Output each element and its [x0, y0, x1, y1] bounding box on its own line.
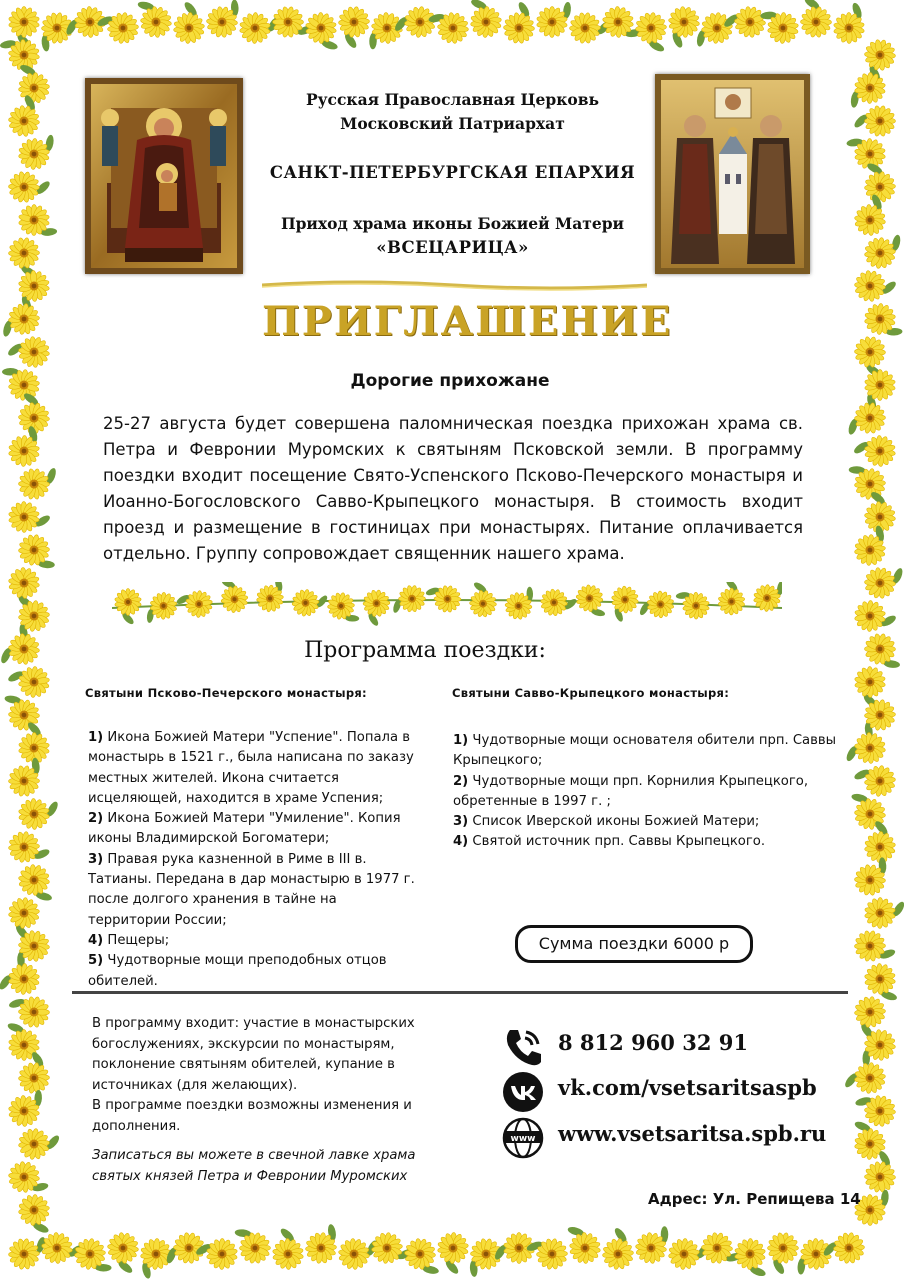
flower-icon — [436, 1232, 470, 1277]
left-column-list — [88, 728, 418, 992]
flower-icon — [172, 0, 207, 45]
trip-price-box: Сумма поездки 6000 р — [515, 925, 753, 963]
flower-icon — [748, 582, 782, 617]
flower-icon — [718, 582, 746, 615]
parish-line: Приход храма иконы Божией Матери — [280, 214, 625, 233]
gold-divider — [262, 278, 647, 292]
flower-icon — [851, 597, 901, 639]
flower-icon — [461, 0, 506, 42]
contact-phone[interactable] — [500, 1026, 860, 1066]
icon-saints-peter-and-fevronia — [655, 74, 810, 274]
address: Адрес: Ул. Репищева 14 — [648, 1190, 861, 1208]
parish-name: «ВСЕЦАРИЦА» — [376, 238, 529, 257]
flower-icon — [13, 458, 65, 505]
flower-icon — [729, 1233, 775, 1280]
flower-icon — [106, 1231, 142, 1278]
flower-icon — [539, 587, 579, 618]
flower-icon — [8, 171, 52, 204]
flower-icon — [385, 582, 430, 621]
right-column-title: Святыни Савво-Крыпецкого монастыря: — [452, 686, 730, 700]
flower-icon — [600, 1225, 637, 1272]
signup-text: Записаться вы можете в свечной лавке храма святых князей Петра и Февронии Муромских — [92, 1148, 416, 1184]
flower-icon — [499, 582, 544, 625]
flower-icon — [291, 587, 331, 617]
program-title: Программа поездки: — [304, 638, 546, 663]
flower-icon — [322, 587, 367, 626]
icon-mother-of-god-pantanassa — [85, 78, 243, 274]
right-column-list — [453, 731, 838, 853]
flower-icon — [828, 0, 875, 49]
vk-link: vk.com/vsetsaritsaspb — [558, 1075, 817, 1100]
flower-icon — [251, 582, 294, 617]
flower-icon — [631, 9, 674, 59]
flower-icon — [850, 431, 898, 469]
list-item: 3) Список Иверской иконы Божией Матери; — [453, 814, 760, 830]
contact-website[interactable] — [500, 1117, 860, 1157]
flower-icon — [761, 1229, 801, 1278]
flower-icon — [849, 925, 901, 972]
flower-icon — [852, 105, 895, 136]
svg-text:www: www — [510, 1134, 536, 1144]
list-item: 1) Чудотворные мощи основателя обители прп. Саввы Крыпецкого; — [453, 733, 837, 769]
phone-number: 8 812 960 32 91 — [558, 1030, 748, 1055]
flower-icon — [571, 582, 614, 626]
flower-icon — [634, 588, 677, 624]
contact-vk[interactable] — [500, 1071, 860, 1111]
list-item: 5) Чудотворные мощи преподобных отцов обителей. — [88, 953, 387, 989]
list-item: 4) Пещеры; — [88, 932, 170, 948]
changes-text: В программе поездки возможны изменения и дополнения. — [92, 1098, 412, 1134]
flower-icon — [271, 1226, 304, 1270]
list-item: 1) Икона Божией Матери "Успение". Попала в монастырь в 1521 г., была написана по заказу местных жителей. Икона считается исцеляющей, находится в храме Успения; — [88, 730, 414, 806]
flower-garland — [112, 582, 782, 626]
vk-icon — [502, 1071, 544, 1113]
left-column-title: Святыни Псково-Печерского монастыря: — [85, 686, 367, 700]
section-divider — [72, 991, 848, 994]
flower-icon — [862, 892, 904, 932]
includes-block — [92, 1014, 442, 1137]
flower-icon — [0, 629, 44, 673]
flower-icon — [795, 0, 835, 40]
flower-icon — [860, 558, 904, 603]
flower-icon — [15, 792, 65, 834]
flower-icon — [5, 333, 52, 369]
flower-icon — [3, 659, 53, 702]
list-item: 4) Святой источник прп. Саввы Крыпецкого. — [453, 834, 766, 850]
greeting: Дорогие прихожане — [350, 371, 550, 391]
flower-icon — [359, 588, 393, 626]
flower-icon — [299, 1216, 349, 1269]
intro-paragraph: 25-27 августа будет совершена паломническая поездка прихожан храма св. Петра и Февронии Муромских к святыням Псковской земли. В программу поездки входит посещение Свято-Успенского Псково-Печерского монастыря и Иоанно-Богословского Савво-Крыпецкого монастыря. В стоимость входит проезд и размещение в гостиницах при монастырях. Питание оплачивается отдельно. Группу сопровождает священник нашего храма. — [103, 414, 803, 563]
flower-icon — [114, 589, 141, 626]
diocese-name: САНКТ-ПЕТЕРБУРГСКАЯ ЕПАРХИЯ — [269, 163, 636, 182]
includes-text: В программу входит: участие в монастырских богослужениях, экскурсии по монастырям, поклонение святыням обителей, купание в источниках (для желающих). — [92, 1016, 415, 1093]
flower-icon — [4, 827, 56, 872]
flower-icon — [172, 584, 215, 620]
list-item: 2) Чудотворные мощи прп. Корнилия Крыпецкого, обретенные в 1997 г. ; — [453, 773, 809, 809]
flower-icon — [334, 4, 372, 52]
flower-icon — [213, 582, 252, 617]
flower-icon — [500, 0, 542, 47]
phone-icon — [502, 1026, 544, 1068]
flower-icon — [839, 728, 889, 771]
website-link: www.vsetsaritsa.spb.ru — [558, 1121, 827, 1146]
church-name-line1: Русская Православная Церковь — [305, 90, 600, 109]
flower-icon — [603, 582, 642, 626]
globe-www-icon — [502, 1117, 544, 1159]
list-item: 2) Икона Божией Матери "Умиление". Копия иконы Владимирской Богоматери; — [88, 811, 401, 847]
flower-icon — [6, 498, 55, 538]
list-item: 3) Правая рука казненной в Риме в III в. Татианы. Передана в дар монастырю в 1977 г. после долгого хранения в тайне на территории России; — [88, 851, 415, 928]
church-name-line2: Московский Патриархат — [340, 114, 565, 133]
flower-icon — [853, 269, 899, 304]
invitation-title: ПРИГЛАШЕНИЕ — [262, 298, 673, 345]
flower-icon — [14, 1190, 59, 1241]
flower-icon — [0, 961, 42, 999]
flower-icon — [17, 1126, 63, 1161]
